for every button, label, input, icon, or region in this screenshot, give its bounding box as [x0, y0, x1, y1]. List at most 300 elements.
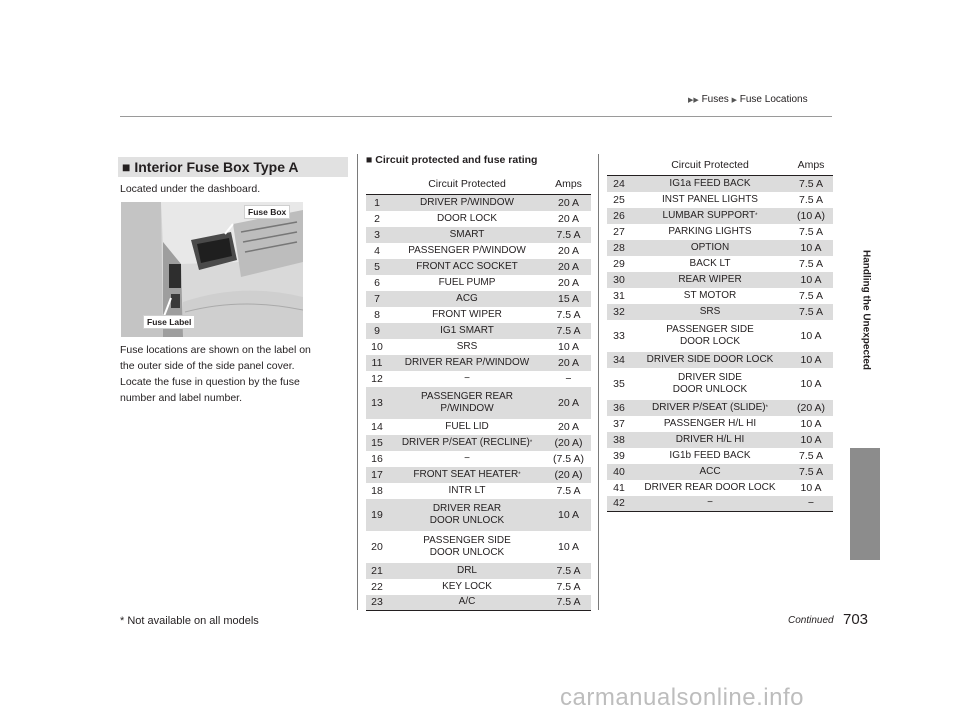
- amperage: 15 A: [546, 291, 591, 307]
- circuit-name-text: DRIVER REAR P/WINDOW: [404, 356, 530, 368]
- fuse-row: [366, 579, 591, 595]
- circuit-name: [631, 497, 789, 509]
- amperage: 7.5 A: [799, 449, 823, 462]
- breadcrumb-arrow-icon: ▶: [731, 97, 737, 104]
- amperage: 20 A: [546, 355, 591, 371]
- fuse-row: [607, 464, 833, 480]
- circuit-protected: [388, 435, 546, 451]
- fuse-number: 26: [607, 208, 631, 224]
- fuse-number: 3: [366, 227, 388, 243]
- fuse-row: [366, 195, 591, 211]
- column-header-amps: Amps: [789, 155, 833, 176]
- fuse-row: [607, 416, 833, 432]
- fuse-row: [607, 432, 833, 448]
- circuit-protected: [631, 176, 789, 192]
- circuit-name-text: DRL: [456, 564, 477, 576]
- circuit-name: [388, 581, 546, 593]
- circuit-name-text: DRIVER REAR DOOR LOCK: [644, 481, 776, 493]
- circuit-name-text: ST MOTOR: [683, 289, 737, 301]
- circuit-protected: [631, 256, 789, 272]
- fuse-label-callout: Fuse Label: [143, 315, 195, 329]
- circuit-protected: [388, 243, 546, 259]
- fuse-row: [607, 192, 833, 208]
- circuit-protected: [631, 496, 789, 512]
- fuse-number: 35: [613, 377, 625, 390]
- fuse-number: 4: [374, 244, 380, 257]
- fuse-row: [366, 291, 591, 307]
- circuit-name-text: DRIVER P/WINDOW: [420, 196, 514, 208]
- circuit-name: [388, 213, 546, 225]
- circuit-protected: [388, 339, 546, 355]
- amperage: 20 A: [557, 212, 580, 225]
- circuit-name-text: SMART: [449, 228, 485, 240]
- circuit-protected: [631, 320, 789, 352]
- circuit-protected: [388, 419, 546, 435]
- circuit-protected: [631, 448, 789, 464]
- circuit-protected: [388, 451, 546, 467]
- fuse-number: 27: [613, 225, 625, 238]
- amperage: 20 A: [546, 195, 591, 211]
- amperage: 7.5 A: [789, 176, 833, 192]
- amperage: 20 A: [546, 259, 591, 275]
- fuse-row: [607, 256, 833, 272]
- fuse-box-callout: Fuse Box: [244, 205, 290, 219]
- fuse-number: 20: [371, 540, 383, 553]
- circuit-name: [388, 341, 546, 353]
- circuit-protected: [388, 499, 546, 531]
- fuse-row: [366, 467, 591, 483]
- circuit-name: [631, 194, 789, 206]
- circuit-protected: [388, 531, 546, 563]
- circuit-name: [388, 503, 546, 515]
- circuit-name-text: −: [707, 497, 713, 509]
- column-header-no: [366, 174, 388, 195]
- circuit-protected: [631, 400, 789, 416]
- fuse-number: 24: [607, 176, 631, 192]
- circuit-name: [631, 418, 789, 430]
- watermark: carmanualsonline.info: [560, 684, 804, 711]
- circuit-protected: [388, 195, 546, 211]
- circuit-name: [631, 226, 789, 238]
- description-line: number and label number.: [120, 392, 242, 404]
- circuit-name-text: DRIVER P/SEAT (RECLINE): [401, 436, 530, 448]
- fuse-row: [366, 211, 591, 227]
- fuse-row: [366, 387, 591, 419]
- circuit-name-text: DRIVER SIDE DOOR LOCK: [646, 353, 774, 365]
- circuit-name: [631, 354, 789, 366]
- amperage: 10 A: [546, 499, 591, 531]
- circuit-protected: [631, 368, 789, 400]
- description-line: Locate the fuse in question by the fuse: [120, 376, 300, 388]
- circuit-name-line2: DOOR UNLOCK: [672, 383, 748, 395]
- circuit-name-text: DOOR LOCK: [436, 212, 497, 224]
- circuit-name-text: DRIVER H/L HI: [675, 433, 745, 445]
- amperage: 10 A: [800, 481, 822, 494]
- fuse-row: [366, 499, 591, 531]
- circuit-name: [631, 450, 789, 462]
- fuse-number: 14: [371, 420, 383, 433]
- fuse-number: 30: [607, 272, 631, 288]
- circuit-name-text: INTR LT: [448, 484, 486, 496]
- circuit-protected: [631, 224, 789, 240]
- amperage: 10 A: [789, 240, 833, 256]
- table-header-row: [607, 155, 833, 176]
- circuit-protected: [631, 432, 789, 448]
- amperage: 7.5 A: [799, 289, 823, 302]
- amperage: −: [789, 496, 833, 512]
- fuse-row: [366, 307, 591, 323]
- circuit-name-text: LUMBAR SUPPORT: [662, 209, 756, 221]
- fuse-row: [366, 371, 591, 387]
- amperage: (10 A): [789, 208, 833, 224]
- circuit-name-text: SRS: [699, 305, 721, 317]
- amperage: 7.5 A: [546, 563, 591, 579]
- circuit-protected: [631, 240, 789, 256]
- fuse-number: 11: [366, 355, 388, 371]
- amperage: 7.5 A: [799, 225, 823, 238]
- circuit-name: [388, 293, 546, 305]
- amperage: 7.5 A: [799, 257, 823, 270]
- fuse-number: 10: [371, 340, 383, 353]
- fuse-row: [366, 323, 591, 339]
- circuit-name: [388, 535, 546, 547]
- fuse-row: [366, 563, 591, 579]
- circuit-name-text: FRONT ACC SOCKET: [416, 260, 518, 272]
- fuse-row: [607, 240, 833, 256]
- fuse-row: [607, 496, 833, 512]
- amperage: 10 A: [800, 417, 822, 430]
- circuit-name-text: INST PANEL LIGHTS: [662, 193, 758, 205]
- fuse-number: 13: [366, 387, 388, 419]
- circuit-protected: [388, 371, 546, 387]
- fuse-row: [607, 320, 833, 352]
- amperage: 7.5 A: [789, 304, 833, 320]
- circuit-name-text: IG1 SMART: [440, 324, 494, 336]
- amperage: (7.5 A): [553, 452, 584, 465]
- amperage: 7.5 A: [546, 227, 591, 243]
- circuit-name: [631, 290, 789, 302]
- fuse-number: 40: [607, 464, 631, 480]
- fuse-number: 2: [374, 212, 380, 225]
- table-heading: [366, 154, 537, 166]
- fuse-number: 31: [613, 289, 625, 302]
- circuit-name: [388, 197, 546, 209]
- circuit-name-text: −: [464, 452, 470, 464]
- amperage: −: [565, 372, 572, 385]
- amperage: 20 A: [557, 420, 580, 433]
- fuse-number: 36: [607, 400, 631, 416]
- column-header-amps: Amps: [546, 174, 591, 195]
- table-header-row: [366, 174, 591, 195]
- amperage: 10 A: [800, 329, 822, 342]
- description-line: the outer side of the side panel cover.: [120, 360, 295, 372]
- amperage: 7.5 A: [556, 580, 581, 593]
- circuit-name: [631, 434, 789, 446]
- fuse-number: 9: [366, 323, 388, 339]
- circuit-name-text: REAR WIPER: [678, 273, 742, 285]
- fuse-row: [366, 419, 591, 435]
- fuse-number: 21: [366, 563, 388, 579]
- fuse-number: 5: [366, 259, 388, 275]
- fuse-number: 8: [374, 308, 380, 321]
- availability-asterisk: *: [765, 404, 768, 411]
- fuse-row: [607, 288, 833, 304]
- circuit-name: [631, 258, 789, 270]
- circuit-name-text: ACG: [456, 292, 478, 304]
- circuit-protected: [388, 291, 546, 307]
- fuse-number: 18: [371, 484, 383, 497]
- circuit-name-text: FUEL LID: [445, 420, 489, 432]
- circuit-name-line2: P/WINDOW: [440, 402, 494, 414]
- circuit-name: [388, 391, 546, 403]
- circuit-name-line2: DOOR UNLOCK: [429, 514, 505, 526]
- circuit-name-text: A/C: [458, 596, 476, 608]
- footnote: * Not available on all models: [120, 615, 259, 627]
- breadcrumb-fuse-locations[interactable]: Fuse Locations: [739, 94, 808, 105]
- circuit-name-text: PASSENGER SIDE: [666, 323, 754, 335]
- fuse-number: 25: [613, 193, 625, 206]
- fuse-row: [366, 339, 591, 355]
- fuse-row: [366, 531, 591, 563]
- page-number: 703: [843, 611, 869, 628]
- side-tab-marker: [850, 448, 880, 560]
- circuit-protected: [631, 464, 789, 480]
- circuit-protected: [631, 352, 789, 368]
- circuit-protected: [388, 483, 546, 499]
- fuse-row: [607, 224, 833, 240]
- fuse-number: 17: [366, 467, 388, 483]
- amperage: 20 A: [557, 276, 580, 289]
- fuse-number: 15: [366, 435, 388, 451]
- description-line: Fuse locations are shown on the label on: [120, 344, 311, 356]
- circuit-protected: [388, 579, 546, 595]
- amperage: 10 A: [789, 352, 833, 368]
- intro-text: Located under the dashboard.: [120, 183, 261, 195]
- circuit-name: [388, 469, 546, 481]
- circuit-protected: [388, 275, 546, 291]
- circuit-name: [388, 373, 546, 385]
- column-header-no: [607, 155, 631, 176]
- circuit-name: [388, 309, 546, 321]
- circuit-name: [631, 482, 789, 494]
- circuit-name: [388, 245, 546, 257]
- circuit-name-text: FRONT SEAT HEATER: [413, 468, 519, 480]
- fuse-row: [366, 227, 591, 243]
- circuit-protected: [388, 211, 546, 227]
- availability-asterisk: *: [529, 439, 533, 446]
- fuse-number: 19: [366, 499, 388, 531]
- fuse-row: [607, 448, 833, 464]
- amperage: 7.5 A: [789, 464, 833, 480]
- circuit-protected: [631, 288, 789, 304]
- circuit-name-text: IG1b FEED BACK: [669, 449, 751, 461]
- circuit-name-text: ACC: [699, 465, 721, 477]
- circuit-name: [631, 210, 789, 222]
- circuit-name-line2: DOOR UNLOCK: [429, 546, 505, 558]
- fuse-number: 29: [613, 257, 625, 270]
- section-heading: [118, 157, 348, 177]
- circuit-protected: [631, 272, 789, 288]
- circuit-name: [388, 596, 546, 608]
- breadcrumb-fuses[interactable]: Fuses: [701, 94, 729, 105]
- circuit-name-text: DRIVER REAR: [432, 502, 502, 514]
- side-tab-label: Handling the Unexpected: [860, 249, 872, 371]
- circuit-name-text: FUEL PUMP: [438, 276, 496, 288]
- circuit-name-text: OPTION: [690, 241, 730, 253]
- square-bullet-icon: ■: [122, 159, 131, 175]
- circuit-protected: [388, 307, 546, 323]
- circuit-protected: [631, 208, 789, 224]
- fuse-number: 22: [371, 580, 383, 593]
- circuit-name-line2: DOOR LOCK: [679, 335, 740, 347]
- circuit-name-text: DRIVER P/SEAT (SLIDE): [652, 401, 766, 413]
- fuse-table-left: [366, 174, 591, 611]
- circuit-protected: [631, 416, 789, 432]
- circuit-name-text: DRIVER SIDE: [678, 371, 742, 383]
- fuse-number: 39: [613, 449, 625, 462]
- fuse-row: [366, 595, 591, 611]
- fuse-row: [607, 176, 833, 192]
- fuse-number: 34: [607, 352, 631, 368]
- circuit-name: [388, 485, 546, 497]
- fuse-number: 16: [371, 452, 383, 465]
- fuse-number: 38: [607, 432, 631, 448]
- availability-asterisk: *: [518, 471, 521, 478]
- fuse-row: [366, 259, 591, 275]
- fuse-number: 12: [371, 372, 383, 385]
- circuit-protected: [631, 480, 789, 496]
- section-title: Interior Fuse Box Type A: [134, 159, 299, 175]
- fuse-number: 42: [607, 496, 631, 512]
- fuse-number: 7: [366, 291, 388, 307]
- circuit-protected: [388, 323, 546, 339]
- circuit-name-text: PASSENGER REAR: [420, 390, 514, 402]
- fuse-number: 33: [613, 329, 625, 342]
- circuit-name-text: PASSENGER P/WINDOW: [408, 244, 526, 256]
- circuit-name: [388, 565, 546, 577]
- fuse-number: 37: [613, 417, 625, 430]
- circuit-name-text: PARKING LIGHTS: [668, 225, 752, 237]
- circuit-protected: [388, 595, 546, 611]
- circuit-name-text: FRONT WIPER: [432, 308, 502, 320]
- fuse-number: 6: [374, 276, 380, 289]
- circuit-name: [631, 324, 789, 336]
- amperage: 10 A: [800, 377, 822, 390]
- circuit-protected: [388, 227, 546, 243]
- circuit-name-text: KEY LOCK: [442, 580, 492, 592]
- fuse-number: 32: [607, 304, 631, 320]
- circuit-protected: [388, 563, 546, 579]
- column-divider: [357, 154, 358, 610]
- circuit-name: [631, 274, 789, 286]
- circuit-name-text: SRS: [456, 340, 478, 352]
- continued-label: Continued: [788, 615, 834, 626]
- fuse-row: [366, 483, 591, 499]
- fuse-row: [607, 352, 833, 368]
- circuit-name: [388, 277, 546, 289]
- fuse-row: [607, 272, 833, 288]
- fuse-number: 23: [366, 595, 388, 611]
- amperage: 10 A: [789, 432, 833, 448]
- circuit-protected: [631, 192, 789, 208]
- column-header-circuit: Circuit Protected: [631, 155, 789, 176]
- circuit-protected: [388, 355, 546, 371]
- circuit-name-text: IG1a FEED BACK: [669, 177, 751, 189]
- amperage: 7.5 A: [556, 484, 581, 497]
- amperage: 7.5 A: [556, 308, 581, 321]
- circuit-name: [388, 437, 546, 449]
- circuit-name: [631, 242, 789, 254]
- circuit-name: [631, 178, 789, 190]
- fuse-row: [366, 435, 591, 451]
- table-title: Circuit protected and fuse rating: [375, 154, 538, 166]
- square-bullet-icon: ■: [366, 154, 373, 166]
- header-divider: [120, 116, 832, 117]
- circuit-name: [388, 261, 546, 273]
- amperage: 10 A: [557, 540, 580, 553]
- circuit-name-text: PASSENGER SIDE: [423, 534, 511, 546]
- fuse-location-description: [120, 342, 311, 406]
- fuse-row: [607, 400, 833, 416]
- fuse-row: [607, 368, 833, 400]
- amperage: (20 A): [546, 467, 591, 483]
- fuse-row: [607, 304, 833, 320]
- column-header-circuit: Circuit Protected: [388, 174, 546, 195]
- fuse-number: 28: [607, 240, 631, 256]
- circuit-protected: [388, 259, 546, 275]
- fuse-number: 41: [613, 481, 625, 494]
- fuse-table-right: [607, 155, 833, 512]
- fuse-row: [366, 355, 591, 371]
- amperage: 7.5 A: [546, 323, 591, 339]
- fuse-row: [366, 451, 591, 467]
- fuse-row: [366, 275, 591, 291]
- fuse-row: [607, 480, 833, 496]
- amperage: 20 A: [546, 387, 591, 419]
- circuit-protected: [631, 304, 789, 320]
- circuit-name-text: BACK LT: [689, 257, 731, 269]
- fuse-box-photo: [121, 202, 303, 337]
- amperage: 20 A: [557, 244, 580, 257]
- amperage: 7.5 A: [799, 193, 823, 206]
- amperage: (20 A): [789, 400, 833, 416]
- breadcrumb-arrow-icon: ▶▶: [688, 97, 699, 104]
- circuit-protected: [388, 467, 546, 483]
- circuit-name: [631, 306, 789, 318]
- availability-asterisk: *: [755, 212, 758, 219]
- circuit-name-text: PASSENGER H/L HI: [663, 417, 757, 429]
- circuit-name: [388, 229, 546, 241]
- column-divider: [598, 154, 599, 610]
- fuse-number: 1: [366, 195, 388, 211]
- amperage: 10 A: [789, 272, 833, 288]
- circuit-name-text: −: [464, 372, 470, 384]
- circuit-name: [631, 402, 789, 414]
- circuit-name: [631, 372, 789, 384]
- amperage: 10 A: [557, 340, 580, 353]
- circuit-protected: [388, 387, 546, 419]
- circuit-name: [631, 466, 789, 478]
- amperage: (20 A): [546, 435, 591, 451]
- fuse-row: [607, 208, 833, 224]
- circuit-name: [388, 325, 546, 337]
- fuse-row: [366, 243, 591, 259]
- circuit-name: [388, 453, 546, 465]
- circuit-name: [388, 357, 546, 369]
- circuit-name: [388, 421, 546, 433]
- amperage: 7.5 A: [546, 595, 591, 611]
- breadcrumb: [688, 94, 808, 105]
